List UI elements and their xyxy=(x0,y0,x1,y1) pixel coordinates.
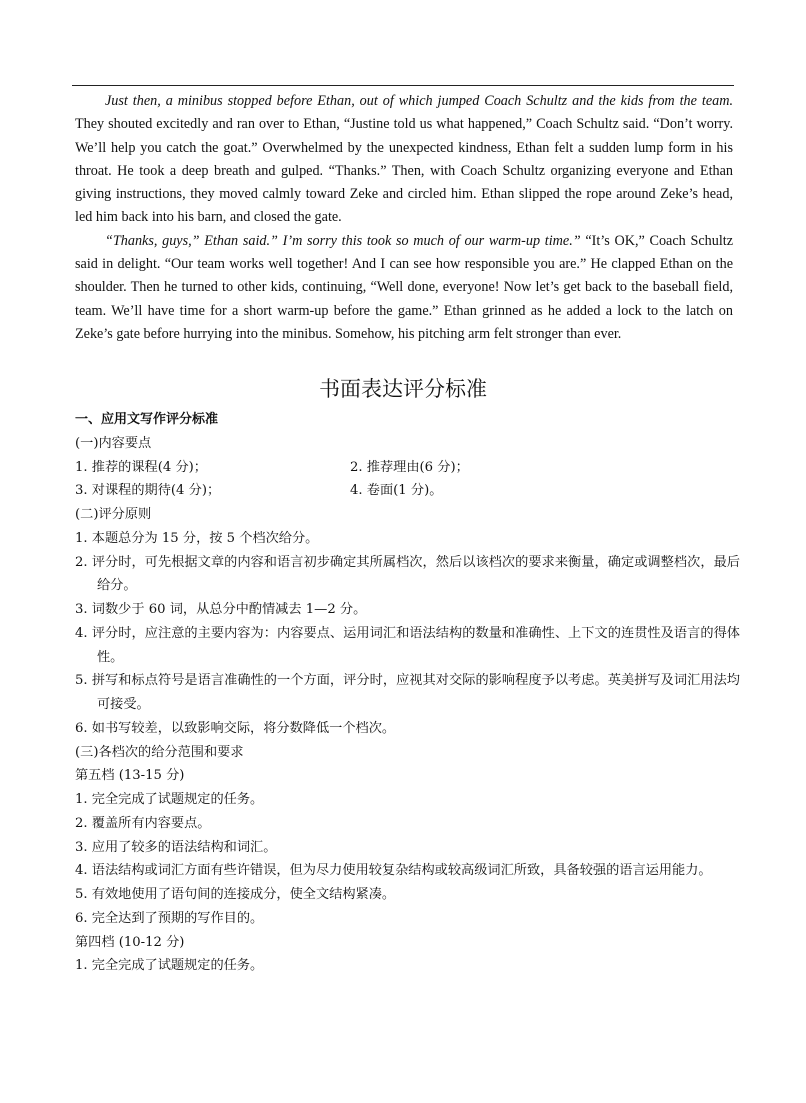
level-5-item: 1. 完全完成了试题规定的任务。 xyxy=(75,792,264,807)
level-5-item: 3. 应用了较多的语法结构和词汇。 xyxy=(75,839,277,855)
level-5-item: 4. 语法结构或词汇方面有些许错误，但为尽力使用较复杂结构或较高级词汇所致，具备较强的语言运用能力。 xyxy=(75,863,712,879)
content-point: 2. 推荐理由(6 分)； xyxy=(350,459,469,475)
story-paragraph-2-text: “It’s OK,” Coach Schultz said in delight. “Our team works well together! And I can see how responsible you are.” He clapped Ethan on the shoulder. Then he turned to other kids, continuing, “Well done, everyone! Now let’s get back to the baseball field, team. We’ll have time for a short warm-up before the game.” Ethan grinned as he added a lock to the latch on Zeke’s gate before hurrying into the minibus. Somehow, his pitching arm felt stronger than ever. xyxy=(75,232,733,342)
level-5-item: 6. 完全达到了预期的写作目的。 xyxy=(75,910,264,926)
level-4-title: 第四档 (10-12 分) xyxy=(75,934,185,950)
story-paragraph-1 xyxy=(75,90,733,230)
story-text xyxy=(75,90,733,346)
levels-title: (三)各档次的给分范围和要求 xyxy=(75,744,244,760)
section-title: 书面表达评分标准 xyxy=(319,377,487,401)
content-points-title: (一)内容要点 xyxy=(75,435,152,451)
content-point: 4. 卷面(1 分)。 xyxy=(350,483,443,499)
principle-item: 1. 本题总分为 15 分，按 5 个档次给分。 xyxy=(75,530,319,546)
content-points-row-2 xyxy=(75,479,740,503)
content-points-row-1 xyxy=(75,456,740,480)
story-paragraph-1-italic: Just then, a minibus stopped before Ethan, out of which jumped Coach Schultz and the kids from the team. xyxy=(105,93,733,109)
story-paragraph-1-text: They shouted excitedly and ran over to Ethan, “Justine told us what happened,” Coach Schultz said. “Don’t worry. We’ll help you catch the goat.” Overwhelmed by the unexpected kindness, Ethan felt a sudden lump form in his throat. He took a deep breath and gulped. “Thanks.” Then, with Coach Schultz organizing everyone and Ethan giving instructions, they moved calmly toward Zeke and circled him. Ethan slipped the rope around Zeke’s head, led him back into his barn, and closed the gate. xyxy=(75,116,733,226)
level-5-title: 第五档 (13-15 分) xyxy=(75,768,185,784)
principle-item: 3. 词数少于 60 词，从总分中酌情减去 1—2 分。 xyxy=(75,602,367,617)
principle-item: 4. 评分时，应注意的主要内容为：内容要点、运用词汇和语法结构的数量和准确性、上下文的连贯性及语言的得体性。 xyxy=(75,625,740,665)
rubric xyxy=(75,408,740,978)
level-5-item: 2. 覆盖所有内容要点。 xyxy=(75,815,211,831)
rubric-heading: 一、应用文写作评分标准 xyxy=(75,412,219,427)
content-point: 3. 对课程的期待(4 分)； xyxy=(75,483,221,499)
principle-item: 5. 拼写和标点符号是语言准确性的一个方面，评分时，应视其对交际的影响程度予以考虑。英美拼写及词汇用法均可接受。 xyxy=(75,673,740,712)
story-paragraph-2 xyxy=(75,230,733,346)
principle-item: 6. 如书写较差，以致影响交际，将分数降低一个档次。 xyxy=(75,720,396,736)
level-5-item: 5. 有效地使用了语句间的连接成分，使全文结构紧凑。 xyxy=(75,887,396,902)
top-divider xyxy=(72,85,734,86)
principle-item: 2. 评分时，可先根据文章的内容和语言初步确定其所属档次，然后以该档次的要求来衡量，确定或调整档次，最后给分。 xyxy=(75,554,740,594)
principles-title: (二)评分原则 xyxy=(75,507,152,522)
content-point: 1. 推荐的课程(4 分)； xyxy=(75,459,207,475)
story-paragraph-2-italic: “Thanks, guys,” Ethan said.” I’m sorry this took so much of our warm-up time.” xyxy=(105,232,581,249)
level-4-item: 1. 完全完成了试题规定的任务。 xyxy=(75,958,264,974)
